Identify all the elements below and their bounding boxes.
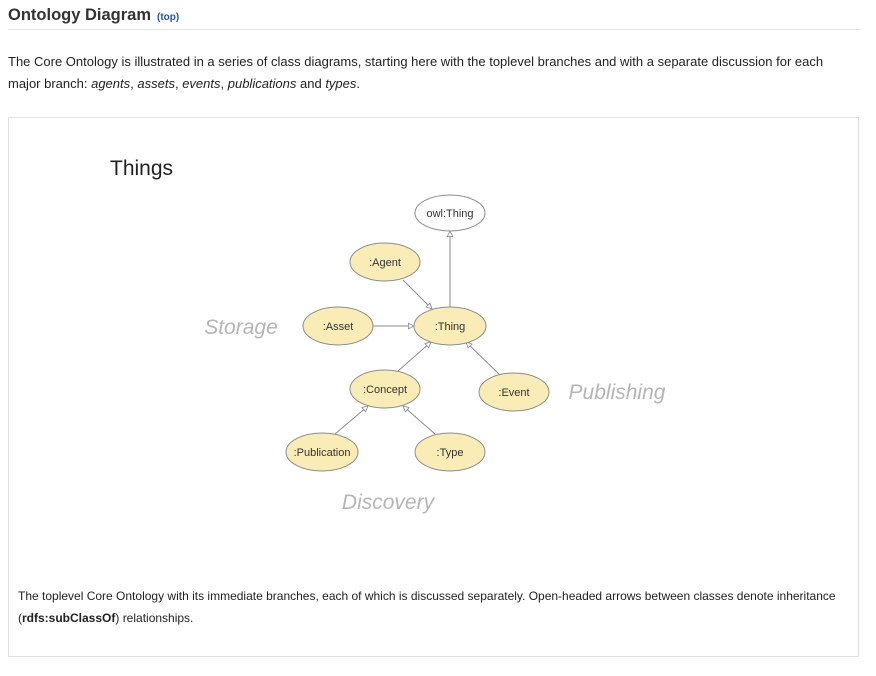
edge-type-to-concept <box>403 406 435 434</box>
edge-concept-to-thing <box>398 342 431 371</box>
region-publishing: Publishing <box>568 381 666 404</box>
branch-assets: assets <box>137 76 175 91</box>
intro-period: . <box>356 76 361 91</box>
node-asset-label: :Asset <box>322 321 354 333</box>
node-publication-label: :Publication <box>293 447 351 459</box>
section-title-text: Ontology Diagram <box>8 6 152 24</box>
node-owl-thing-label: owl:Thing <box>426 208 474 220</box>
figure-caption <box>18 586 848 629</box>
node-concept-label: :Concept <box>362 384 408 396</box>
intro-separator: , <box>174 76 183 91</box>
intro-text: The Core Ontology is illustrated in a series of class diagrams, starting here with the toplevel branches and with a separate discussion for each major branch: <box>8 54 824 91</box>
caption-term: rdfs:subClassOf <box>22 610 116 625</box>
edge-agent-to-thing <box>403 280 432 309</box>
edge-publication-to-concept <box>335 406 368 434</box>
edge-event-to-thing <box>466 342 500 375</box>
region-storage: Storage <box>204 316 278 339</box>
node-thing-label: :Thing <box>434 321 466 333</box>
node-event-label: :Event <box>498 387 530 399</box>
node-type-label: :Type <box>436 447 464 459</box>
branch-agents: agents <box>91 76 131 91</box>
intro-separator: and <box>296 76 326 91</box>
region-discovery: Discovery <box>341 491 435 514</box>
top-link[interactable]: (top) <box>157 12 180 23</box>
branch-types: types <box>325 76 357 91</box>
intro-separator: , <box>130 76 138 91</box>
diagram-heading: Things <box>110 157 174 180</box>
intro-separator: , <box>220 76 228 91</box>
caption-text-end: ) relationships. <box>115 610 194 625</box>
caption-text: The toplevel Core Ontology with its immediate branches, each of which is discussed separately. Open-headed arrows between classes denote inheritance ( <box>18 589 836 625</box>
branch-events: events <box>182 76 221 91</box>
node-agent-label: :Agent <box>369 257 401 269</box>
branch-publications: publications <box>227 76 297 91</box>
